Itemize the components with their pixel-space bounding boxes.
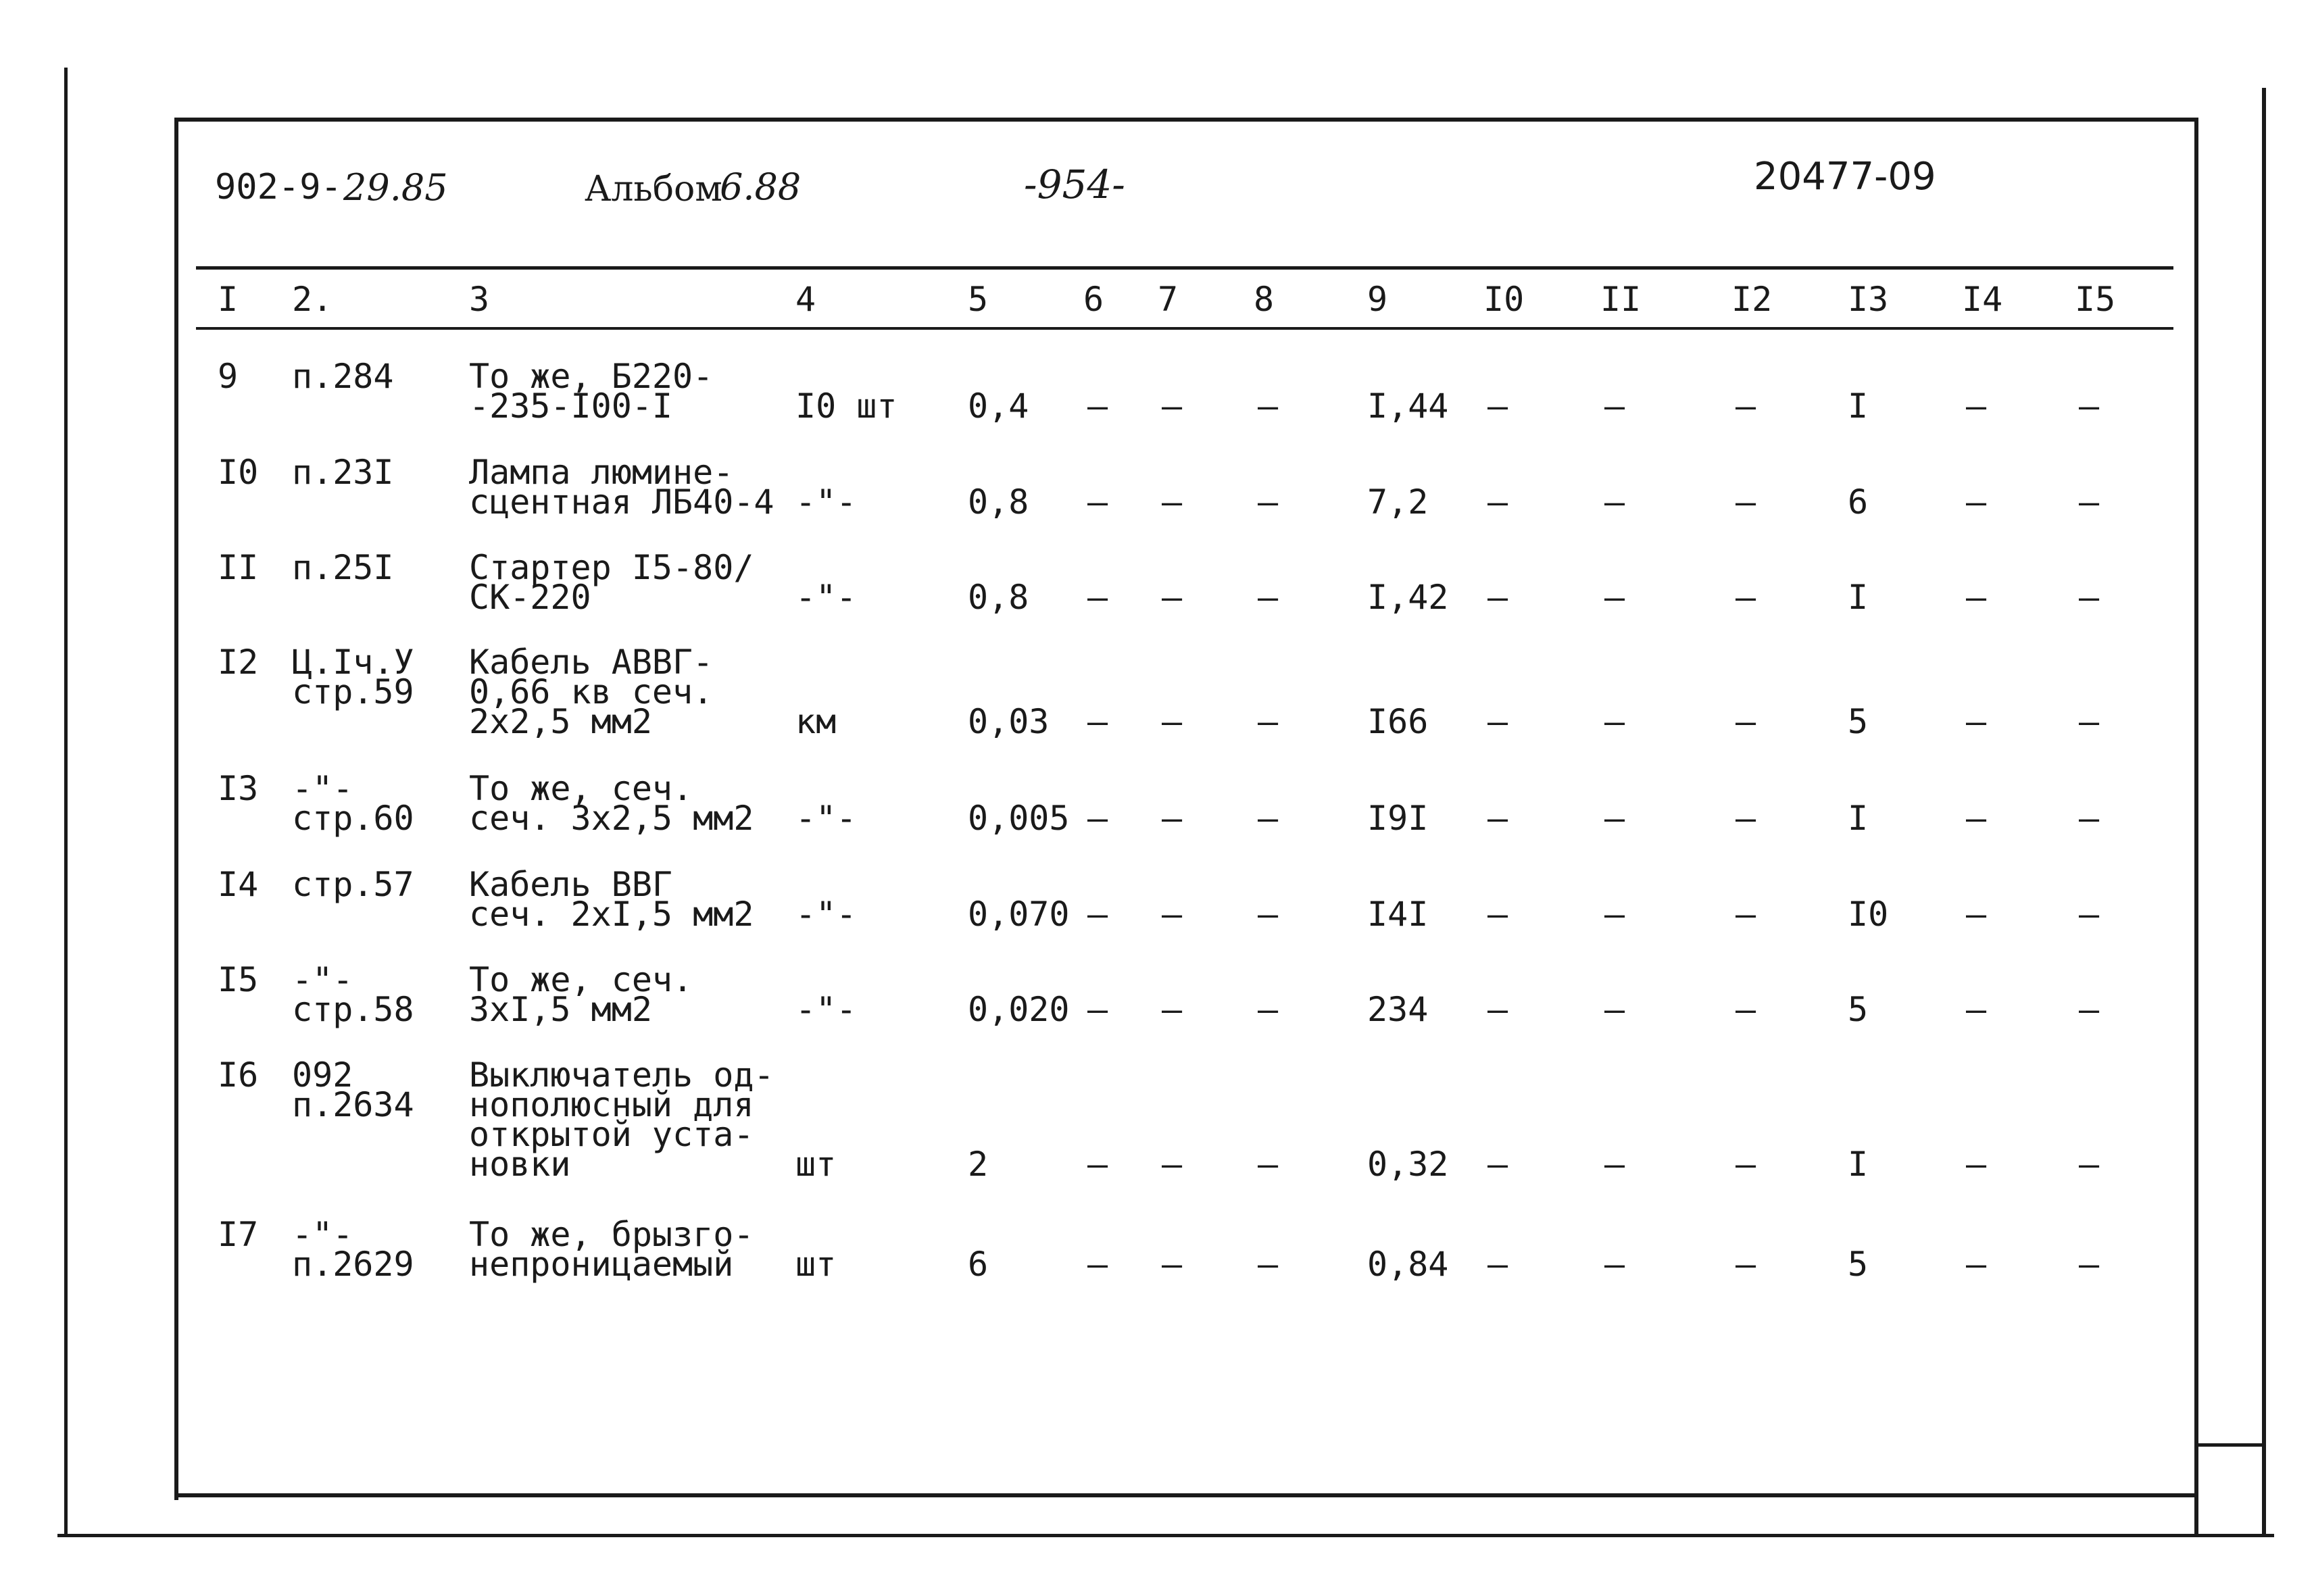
document-number: 20477-09 xyxy=(1754,155,1936,199)
table-cell-c9: I66 xyxy=(1367,702,1429,741)
code-printed: 902-9- xyxy=(215,167,342,207)
col-header-5: 5 xyxy=(968,280,989,319)
table-cell-c15: – xyxy=(2079,799,2100,838)
table-cell-c6: – xyxy=(1087,702,1108,741)
table-cell-unit: I0 шт xyxy=(795,386,897,426)
table-cell-c7: – xyxy=(1162,482,1183,522)
stamp-box-top xyxy=(2194,1443,2266,1447)
table-cell-c5: 0,03 xyxy=(968,702,1050,741)
table-cell-c6: – xyxy=(1087,482,1108,522)
inner-left-border xyxy=(174,118,178,1500)
outer-bottom-border xyxy=(57,1534,2274,1537)
code-handwritten: 29.85 xyxy=(343,166,448,209)
table-cell-c14: – xyxy=(1966,482,1987,522)
col-header-3: 3 xyxy=(469,280,490,319)
table-cell-ref: Ц.Iч.У стр.59 xyxy=(292,643,414,712)
outer-right-border xyxy=(2262,88,2266,1537)
table-cell-c9: 0,84 xyxy=(1367,1245,1449,1284)
col-header-15: I5 xyxy=(2075,280,2116,319)
table-cell-c13: I0 xyxy=(1848,895,1889,934)
col-header-6: 6 xyxy=(1083,280,1104,319)
col-header-14: I4 xyxy=(1962,280,2003,319)
table-cell-c7: – xyxy=(1162,895,1183,934)
table-cell-name: Кабель ВВГ сеч. 2хI,5 мм2 xyxy=(469,865,754,934)
table-cell-c5: 6 xyxy=(968,1245,989,1284)
table-cell-n: II xyxy=(218,548,259,587)
album-handwritten: 6.88 xyxy=(720,166,802,208)
table-cell-ref: -"- п.2629 xyxy=(292,1215,414,1284)
table-cell-c8: – xyxy=(1258,895,1279,934)
table-cell-c13: 5 xyxy=(1848,702,1869,741)
table-cell-c5: 0,005 xyxy=(968,799,1070,838)
table-cell-c15: – xyxy=(2079,386,2100,426)
table-cell-c8: – xyxy=(1258,1245,1279,1284)
table-cell-c12: – xyxy=(1736,1245,1756,1284)
table-cell-c7: – xyxy=(1162,702,1183,741)
table-cell-c5: 0,8 xyxy=(968,482,1029,522)
inner-top-border xyxy=(174,118,2197,122)
table-cell-c6: – xyxy=(1087,578,1108,617)
col-header-11: II xyxy=(1600,280,1642,319)
table-cell-c12: – xyxy=(1736,799,1756,838)
table-cell-n: I6 xyxy=(218,1055,259,1095)
header-rule-top xyxy=(196,266,2173,270)
table-cell-n: I3 xyxy=(218,769,259,808)
col-header-8: 8 xyxy=(1254,280,1275,319)
table-cell-c14: – xyxy=(1966,990,1987,1029)
col-header-1: I xyxy=(218,280,239,319)
table-cell-c11: – xyxy=(1604,386,1625,426)
table-cell-c8: – xyxy=(1258,702,1279,741)
table-cell-c5: 0,4 xyxy=(968,386,1029,426)
table-cell-c14: – xyxy=(1966,702,1987,741)
table-cell-c10: – xyxy=(1487,799,1508,838)
table-cell-name: То же, сеч. сеч. 3х2,5 мм2 xyxy=(469,769,754,838)
table-cell-c12: – xyxy=(1736,895,1756,934)
table-cell-c10: – xyxy=(1487,990,1508,1029)
table-cell-unit: шт xyxy=(795,1145,837,1184)
table-cell-c8: – xyxy=(1258,482,1279,522)
table-cell-c13: I xyxy=(1848,799,1869,838)
table-cell-c15: – xyxy=(2079,482,2100,522)
table-cell-c7: – xyxy=(1162,386,1183,426)
table-cell-c11: – xyxy=(1604,1245,1625,1284)
table-cell-c7: – xyxy=(1162,578,1183,617)
page-number: -954- xyxy=(1024,161,1125,207)
table-cell-c10: – xyxy=(1487,386,1508,426)
table-cell-c14: – xyxy=(1966,895,1987,934)
table-cell-c6: – xyxy=(1087,386,1108,426)
table-cell-c14: – xyxy=(1966,1245,1987,1284)
table-cell-c15: – xyxy=(2079,990,2100,1029)
table-cell-c12: – xyxy=(1736,482,1756,522)
table-cell-c10: – xyxy=(1487,702,1508,741)
table-cell-unit: шт xyxy=(795,1245,837,1284)
table-cell-c15: – xyxy=(2079,702,2100,741)
table-cell-c13: I xyxy=(1848,578,1869,617)
table-cell-ref: п.25I xyxy=(292,548,394,587)
table-cell-ref: п.284 xyxy=(292,357,394,396)
col-header-2: 2. xyxy=(292,280,333,319)
table-cell-name: То же, брызго- непроницаемый xyxy=(469,1215,754,1284)
col-header-9: 9 xyxy=(1367,280,1388,319)
table-cell-c13: 5 xyxy=(1848,990,1869,1029)
table-cell-c12: – xyxy=(1736,702,1756,741)
table-cell-unit: -"- xyxy=(795,895,857,934)
table-cell-c10: – xyxy=(1487,1145,1508,1184)
table-cell-name: Лампа люмине- сцентная ЛБ40-4 xyxy=(469,453,774,522)
table-cell-unit: км xyxy=(795,702,837,741)
table-cell-name: Выключатель од- нополюсный для открытой уста- новки xyxy=(469,1055,774,1184)
table-cell-c11: – xyxy=(1604,482,1625,522)
table-cell-c8: – xyxy=(1258,386,1279,426)
outer-left-border xyxy=(64,68,68,1537)
table-cell-c9: I4I xyxy=(1367,895,1429,934)
table-cell-c9: I,42 xyxy=(1367,578,1449,617)
table-cell-c6: – xyxy=(1087,1145,1108,1184)
table-cell-c6: – xyxy=(1087,990,1108,1029)
table-cell-c8: – xyxy=(1258,578,1279,617)
table-cell-c7: – xyxy=(1162,799,1183,838)
table-cell-unit: -"- xyxy=(795,990,857,1029)
table-cell-c9: I,44 xyxy=(1367,386,1449,426)
table-cell-c11: – xyxy=(1604,799,1625,838)
table-cell-unit: -"- xyxy=(795,799,857,838)
table-cell-c15: – xyxy=(2079,1245,2100,1284)
table-cell-ref: п.23I xyxy=(292,453,394,492)
table-cell-n: I5 xyxy=(218,960,259,999)
table-cell-ref: -"- стр.58 xyxy=(292,960,414,1029)
table-cell-c11: – xyxy=(1604,1145,1625,1184)
table-cell-n: I7 xyxy=(218,1215,259,1254)
table-cell-name: То же, Б220- -235-I00-I xyxy=(469,357,714,426)
col-header-4: 4 xyxy=(795,280,816,319)
table-cell-c15: – xyxy=(2079,895,2100,934)
table-cell-c13: 6 xyxy=(1848,482,1869,522)
table-cell-name: То же, сеч. 3хI,5 мм2 xyxy=(469,960,693,1029)
table-cell-c7: – xyxy=(1162,1245,1183,1284)
header-rule-bottom xyxy=(196,327,2173,330)
table-cell-c9: 234 xyxy=(1367,990,1429,1029)
col-header-7: 7 xyxy=(1158,280,1179,319)
col-header-10: I0 xyxy=(1483,280,1525,319)
table-cell-c11: – xyxy=(1604,895,1625,934)
col-header-12: I2 xyxy=(1731,280,1773,319)
table-cell-c12: – xyxy=(1736,990,1756,1029)
table-cell-c7: – xyxy=(1162,990,1183,1029)
table-cell-c10: – xyxy=(1487,1245,1508,1284)
table-cell-c8: – xyxy=(1258,990,1279,1029)
table-cell-c13: I xyxy=(1848,386,1869,426)
table-cell-c10: – xyxy=(1487,578,1508,617)
table-cell-c5: 2 xyxy=(968,1145,989,1184)
table-cell-c10: – xyxy=(1487,895,1508,934)
table-cell-c5: 0,8 xyxy=(968,578,1029,617)
inner-bottom-border xyxy=(174,1493,2197,1497)
table-cell-c6: – xyxy=(1087,1245,1108,1284)
album-label: Альбом xyxy=(585,169,722,209)
col-header-13: I3 xyxy=(1848,280,1889,319)
table-cell-c14: – xyxy=(1966,799,1987,838)
table-cell-c12: – xyxy=(1736,578,1756,617)
table-cell-c6: – xyxy=(1087,799,1108,838)
table-cell-c5: 0,020 xyxy=(968,990,1070,1029)
table-cell-c9: 7,2 xyxy=(1367,482,1429,522)
table-cell-c11: – xyxy=(1604,990,1625,1029)
table-cell-name: Кабель АВВГ- 0,66 кв сеч. 2х2,5 мм2 xyxy=(469,643,714,741)
table-cell-c13: I xyxy=(1848,1145,1869,1184)
table-cell-c11: – xyxy=(1604,702,1625,741)
table-cell-c6: – xyxy=(1087,895,1108,934)
table-cell-c10: – xyxy=(1487,482,1508,522)
table-cell-c8: – xyxy=(1258,1145,1279,1184)
table-cell-name: Стартер I5-80/ СК-220 xyxy=(469,548,754,617)
table-cell-n: 9 xyxy=(218,357,239,396)
table-cell-c12: – xyxy=(1736,386,1756,426)
table-cell-unit: -"- xyxy=(795,578,857,617)
inner-right-border xyxy=(2194,118,2198,1537)
table-cell-n: I2 xyxy=(218,643,259,682)
table-cell-c13: 5 xyxy=(1848,1245,1869,1284)
table-cell-c15: – xyxy=(2079,1145,2100,1184)
table-cell-ref: стр.57 xyxy=(292,865,414,904)
table-cell-c5: 0,070 xyxy=(968,895,1070,934)
table-cell-n: I4 xyxy=(218,865,259,904)
table-cell-c8: – xyxy=(1258,799,1279,838)
table-cell-c11: – xyxy=(1604,578,1625,617)
table-cell-c14: – xyxy=(1966,386,1987,426)
table-cell-c15: – xyxy=(2079,578,2100,617)
table-cell-c14: – xyxy=(1966,578,1987,617)
table-cell-c12: – xyxy=(1736,1145,1756,1184)
table-cell-c9: 0,32 xyxy=(1367,1145,1449,1184)
table-cell-unit: -"- xyxy=(795,482,857,522)
table-cell-c7: – xyxy=(1162,1145,1183,1184)
table-cell-c14: – xyxy=(1966,1145,1987,1184)
table-cell-n: I0 xyxy=(218,453,259,492)
table-cell-ref: 092 п.2634 xyxy=(292,1055,414,1124)
table-cell-c9: I9I xyxy=(1367,799,1429,838)
table-cell-ref: -"- стр.60 xyxy=(292,769,414,838)
